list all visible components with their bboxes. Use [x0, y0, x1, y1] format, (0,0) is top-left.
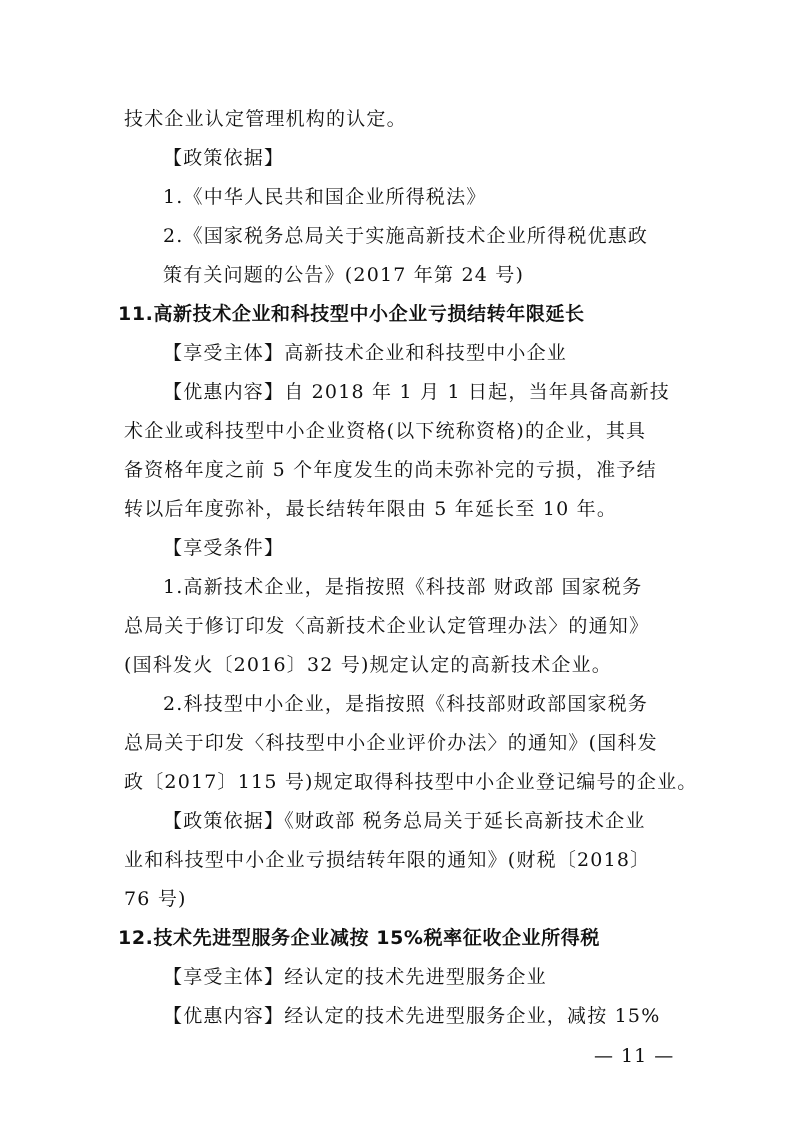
list-item-2-continued: 策有关问题的公告》(2017 年第 24 号) — [163, 264, 525, 286]
benefit-content-line: 【优惠内容】经认定的技术先进型服务企业，减按 15% — [163, 1005, 661, 1027]
section-heading-11: 11.高新技术企业和科技型中小企业亏损结转年限延长 — [118, 303, 585, 325]
policy-basis-line: 【政策依据】《财政部 税务总局关于延长高新技术企业 — [163, 810, 646, 832]
section-label-conditions: 【享受条件】 — [163, 537, 285, 559]
list-item-1: 1.《中华人民共和国企业所得税法》 — [163, 186, 487, 208]
section-label-policy-basis: 【政策依据】 — [163, 147, 285, 169]
paragraph-line: (国科发火〔2016〕32 号)规定认定的高新技术企业。 — [124, 654, 612, 676]
paragraph-line: 政〔2017〕115 号)规定取得科技型中小企业登记编号的企业。 — [124, 771, 698, 793]
beneficiary-line: 【享受主体】高新技术企业和科技型中小企业 — [163, 342, 568, 364]
section-heading-12: 12.技术先进型服务企业减按 15%税率征收企业所得税 — [118, 927, 600, 949]
paragraph-line: 技术企业认定管理机构的认定。 — [124, 108, 407, 130]
paragraph-line: 总局关于印发〈科技型中小企业评价办法〉的通知》(国科发 — [124, 732, 658, 754]
paragraph-line: 转以后年度弥补，最长结转年限由 5 年延长至 10 年。 — [124, 498, 618, 520]
beneficiary-line: 【享受主体】经认定的技术先进型服务企业 — [163, 966, 547, 988]
list-item-2: 2.《国家税务总局关于实施高新技术企业所得税优惠政 — [163, 225, 649, 247]
benefit-content-line: 【优惠内容】自 2018 年 1 月 1 日起，当年具备高新技 — [163, 381, 670, 403]
paragraph-line: 76 号) — [124, 888, 187, 910]
condition-item-2: 2.科技型中小企业，是指按照《科技部财政部国家税务 — [163, 693, 649, 715]
page-number: — 11 — — [594, 1045, 675, 1067]
paragraph-line: 业和科技型中小企业亏损结转年限的通知》(财税〔2018〕 — [124, 849, 651, 871]
condition-item-1: 1.高新技术企业，是指按照《科技部 财政部 国家税务 — [163, 576, 643, 598]
paragraph-line: 备资格年度之前 5 个年度发生的尚未弥补完的亏损，准予结 — [124, 459, 657, 481]
paragraph-line: 总局关于修订印发〈高新技术企业认定管理办法〉的通知》 — [124, 615, 650, 637]
paragraph-line: 术企业或科技型中小企业资格(以下统称资格)的企业，其具 — [124, 420, 647, 442]
